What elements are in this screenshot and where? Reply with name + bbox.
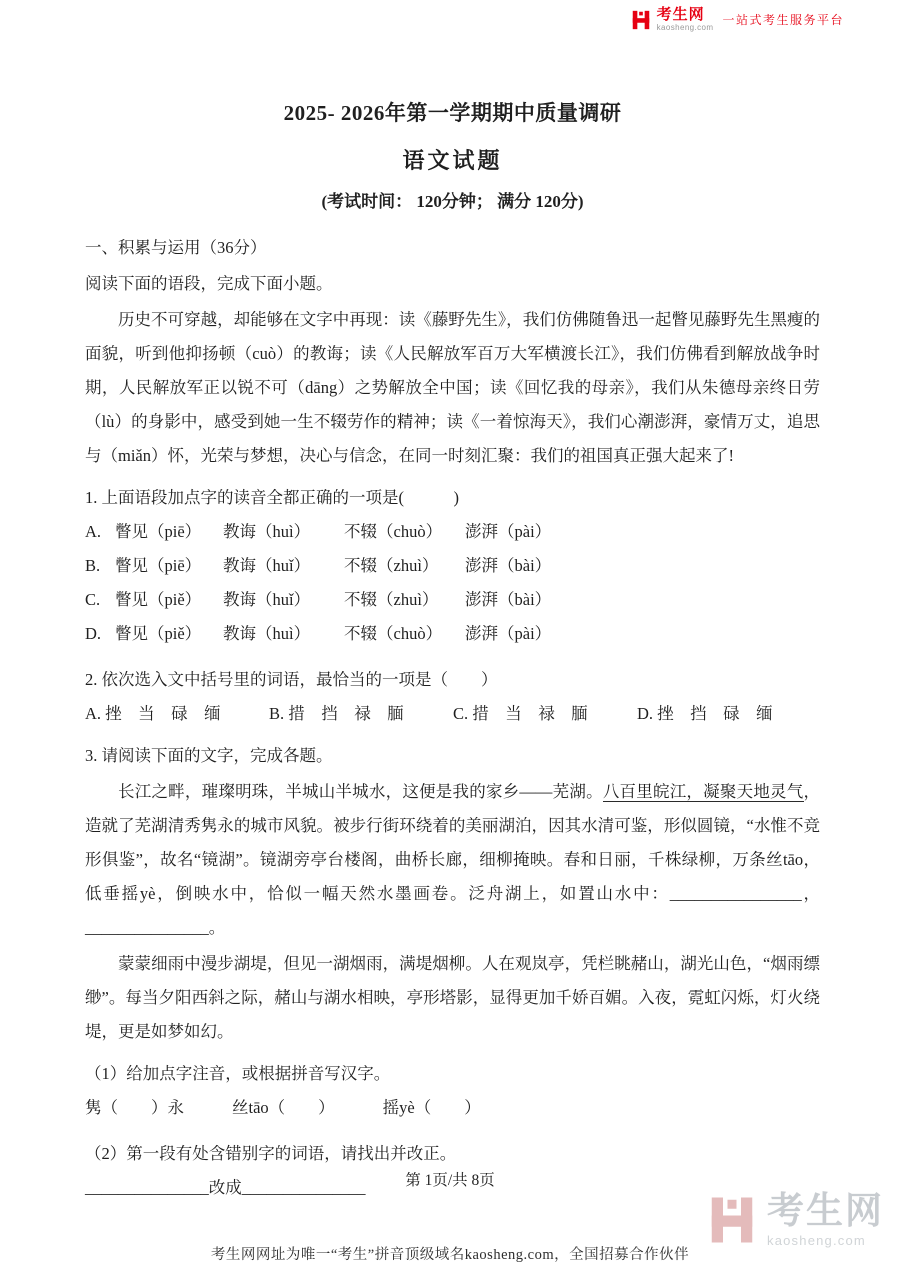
option-item: 澎湃（bài） [465,555,552,575]
question-1-option-b [85,549,820,583]
option-label: B. [85,555,101,575]
option-label: A. [85,521,102,541]
option-label: C. [85,589,101,609]
pinyin-item-sitao: 丝tāo（ ） [232,1097,335,1117]
passage-3a-part1: 长江之畔，璀璨明珠，半城山半城水，这便是我的家乡——芜湖。 [118,781,603,801]
option-item: 教诲（huǐ） [223,589,311,609]
kaosheng-logo [630,7,844,32]
option-item: 教诲（huǐ） [223,555,311,575]
question-3-sub1-stem: （1）给加点字注音，或根据拼音写汉字。 [85,1063,391,1083]
section-one-heading: 一、积累与运用（36分） [85,237,267,257]
question-2-option-c: C. 措 当 禄 腼 [453,703,588,723]
kaosheng-watermark-name: 考生网 [767,1190,884,1231]
pinyin-item-juan: 隽（ ）永 [85,1097,184,1117]
question-2-option-d: D. 挫 挡 碌 缅 [637,703,773,723]
question-1-option-c [85,583,820,617]
option-item: 教诲（huì） [223,623,311,643]
kaosheng-logo-text [657,7,714,32]
option-label: D. [85,623,102,643]
question-3-sub2-stem: （2）第一段有处含错别字的词语，请找出并改正。 [85,1143,457,1163]
section-one-intro: 阅读下面的语段，完成下面小题。 [85,273,333,293]
page-number-indicator: 第 1页/共 8页 [405,1172,495,1189]
kaosheng-watermark-domain: kaosheng.com [767,1233,866,1248]
question-3-sub2-answer-blanks: _______________改成_______________ [85,1177,366,1197]
question-2-options [85,697,820,731]
question-2-option-a: A. 挫 当 碌 缅 [85,703,221,723]
option-item: 不辍（chuò） [344,521,443,541]
option-item: 瞥见（piē） [115,555,202,575]
kaosheng-tagline: 一站式考生服务平台 [722,13,844,27]
kaosheng-logo-domain: kaosheng.com [656,23,714,32]
question-2-stem: 2. 依次选入文中括号里的词语，最恰当的一项是（ ） [85,669,498,689]
option-item: 不辍（zhuì） [344,589,439,609]
option-item: 教诲（huì） [223,521,311,541]
reading-passage-3a [85,775,820,945]
kaosheng-logo-name: 考生网 [656,6,705,23]
question-3-stem: 3. 请阅读下面的文字，完成各题。 [85,745,333,765]
question-1-option-a [85,515,820,549]
question-3-sub1-items [85,1091,820,1125]
option-item: 澎湃（pài） [465,521,552,541]
option-item: 瞥见（piě） [115,589,202,609]
option-item: 瞥见（piē） [115,521,202,541]
exam-time-score-info: (考试时间： 120分钟； 满分 120分) [321,191,584,211]
exam-title: 2025- 2026年第一学期期中质量调研 [283,101,622,125]
option-item: 澎湃（bài） [465,589,552,609]
reading-passage-1: 历史不可穿越，却能够在文字中再现：读《藤野先生》，我们仿佛随鲁迅一起瞥见藤野先生黑瘦的面貌，听到他抑扬顿（cuò）的教诲；读《人民解放军百万大军横渡长江》，我们仿佛看到解放战争时期，人民解放军正以锐不可（dāng）之势解放全中国；读《回忆我的母亲》，我们从朱德母亲终日劳（lù）的身影中，感受到她一生不辍劳作的精神；读《一着惊海天》，我们心潮澎湃，豪情万丈，追思与（miǎn）怀，光荣与梦想，决心与信念，在同一时刻汇聚：我们的祖国真正强大起来了! [85,309,820,465]
option-item: 瞥见（piě） [115,623,202,643]
kaosheng-logo-icon [630,9,652,31]
question-1-option-d [85,617,820,651]
kaosheng-watermark-text [767,1192,884,1247]
bottom-notice: 考生网网址为唯一“考生”拼音顶级域名kaosheng.com，全国招募合作伙伴 [210,1247,690,1263]
option-item: 不辍（zhuì） [344,555,439,575]
question-1-stem: 1. 上面语段加点字的读音全都正确的一项是( ) [85,487,459,507]
passage-3a-part2: ，造就了芜湖清秀隽永的城市风貌。被步行街环绕着的美丽湖泊，因其水清可鉴，形似圆镜，“水惟不竞形俱鉴”，故名“镜湖”。镜湖旁亭台楼阁，曲桥长廊，细柳掩映。春和日丽，千株绿柳，万条丝tāo，低垂摇yè，倒映水中，恰似一幅天然水墨画卷。泛舟湖上，如置山水中：________________，_______________。 [85,781,821,937]
option-item: 不辍（chuò） [344,623,443,643]
kaosheng-watermark [705,1192,884,1247]
reading-passage-3b: 蒙蒙细雨中漫步湖堤，但见一湖烟雨，满堤烟柳。人在观岚亭，凭栏眺赭山，湖光山色，“烟雨缥缈”。每当夕阳西斜之际，赭山与湖水相映，亭形塔影，显得更加千娇百媚。入夜，霓虹闪烁，灯火绕堤，更是如梦如幻。 [85,953,820,1041]
question-2-option-b: B. 措 挡 禄 腼 [269,703,404,723]
exam-subject-title: 语文试题 [402,148,503,174]
passage-3a-underlined-phrase: 八百里皖江，凝聚天地灵气 [602,781,804,801]
kaosheng-watermark-icon [705,1193,759,1247]
pinyin-item-yaoye: 摇yè（ ） [382,1097,481,1117]
option-item: 澎湃（pài） [465,623,552,643]
